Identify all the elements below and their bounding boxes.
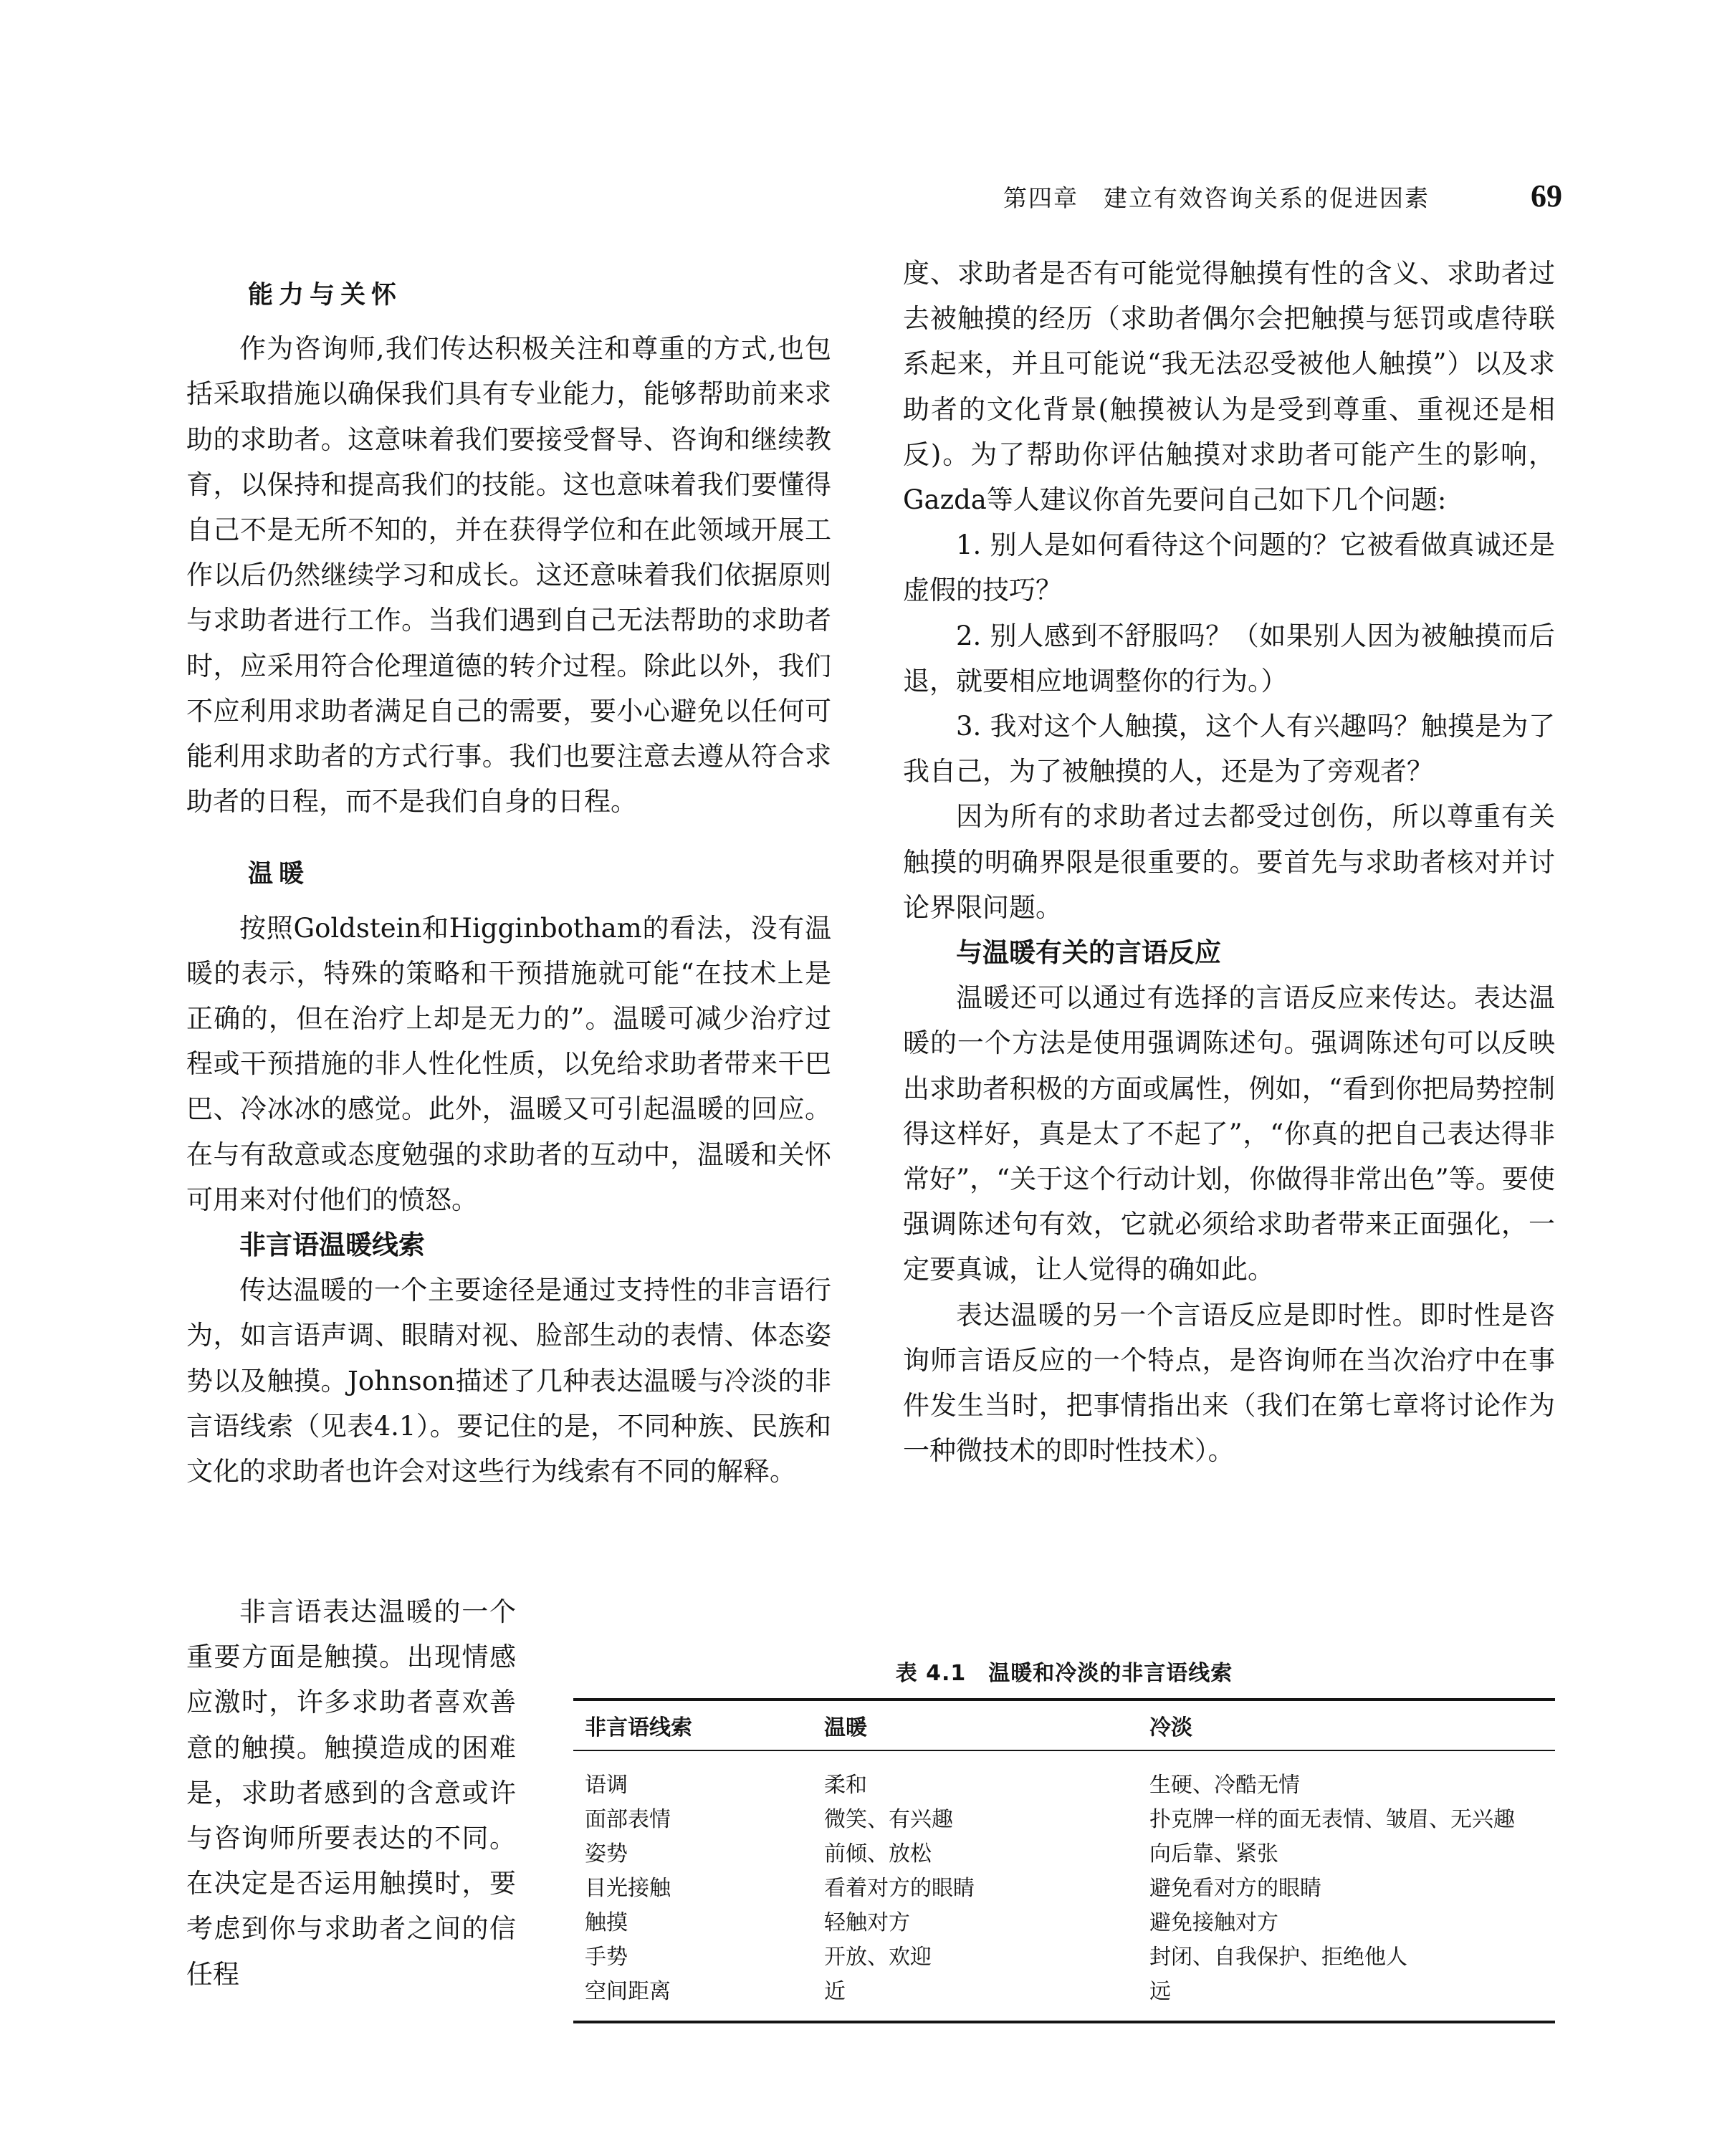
- table-cell: 向后靠、紧张: [1149, 1841, 1278, 1867]
- table-cell: 姿势: [585, 1841, 628, 1867]
- table-cell: 远: [1149, 1979, 1171, 2004]
- table-row: [573, 1872, 1555, 1906]
- trauma-paragraph: 因为所有的求助者过去都受过创伤，所以尊重有关触摸的明确界限是很重要的。要首先与求助者核对并讨论界限问题。: [903, 801, 1555, 923]
- table-row: [573, 1750, 1555, 1803]
- table-cell: 微笑、有兴趣: [824, 1807, 953, 1832]
- table-row: [573, 1837, 1555, 1872]
- table-cell: 封闭、自我保护、拒绝他人: [1149, 1945, 1407, 1970]
- table-cell: 扑克牌一样的面无表情、皱眉、无兴趣: [1149, 1807, 1515, 1832]
- table-row: [573, 1940, 1555, 1975]
- table-cell: 避免看对方的眼睛: [1149, 1876, 1321, 1901]
- table-cell: 面部表情: [585, 1807, 671, 1832]
- left-column: [186, 272, 831, 1494]
- touch-column: [186, 1589, 516, 1997]
- table-cell: 柔和: [824, 1773, 867, 1798]
- table-caption: 表 4.1 温暖和冷淡的非言语线索: [895, 1661, 1233, 1686]
- table-cell: 触摸: [585, 1910, 628, 1935]
- table-row: [573, 1906, 1555, 1940]
- table-cell: 手势: [585, 1945, 628, 1970]
- touch-paragraph: 非言语表达温暖的一个重要方面是触摸。出现情感应激时，许多求助者喜欢善意的触摸。触摸造成的困难是，求助者感到的含意或许与咨询师所要表达的不同。在决定是否运用触摸时，要考虑到你与求助者之间的信任程: [186, 1596, 516, 1990]
- nonverbal-paragraph: 传达温暖的一个主要途径是通过支持性的非言语行为，如言语声调、眼睛对视、脸部生动的表情、体态姿势以及触摸。Johnson描述了几种表达温暖与冷淡的非言语线索（见表4.1）。要记住的是，不同种族、民族和文化的求助者也许会对这些行为线索有不同的解释。: [186, 1275, 831, 1487]
- table-header-row: [573, 1700, 1555, 1750]
- subheading-nonverbal: 非言语温暖线索: [239, 1230, 425, 1261]
- table-row: [573, 1803, 1555, 1837]
- page-number: 69: [1531, 178, 1562, 214]
- table-header-cell: 冷淡: [1149, 1715, 1192, 1740]
- table-cell: 看着对方的眼睛: [824, 1876, 975, 1901]
- right-column: [903, 251, 1555, 1473]
- table-cell: 目光接触: [585, 1876, 671, 1901]
- table-cell: 开放、欢迎: [824, 1945, 932, 1970]
- running-head: [1003, 178, 1562, 214]
- chapter-title: 第四章 建立有效咨询关系的促进因素: [1003, 184, 1430, 212]
- question-2: 2. 别人感到不舒服吗？（如果别人因为被触摸而后退，就要相应地调整你的行为。）: [903, 620, 1555, 696]
- question-1: 1. 别人是如何看待这个问题的？它被看做真诚还是虚假的技巧？: [903, 530, 1555, 606]
- table-header-cell: 温暖: [824, 1715, 867, 1740]
- continued-paragraph: 度、求助者是否有可能觉得触摸有性的含义、求助者过去被触摸的经历（求助者偶尔会把触摸与惩罚或虐待联系起来，并且可能说“我无法忍受被他人触摸”）以及求助者的文化背景(触摸被认为是受到尊重、重视还是相反)。为了帮助你评估触摸对求助者可能产生的影响，Gazda等人建议你首先要问自己如下几个问题:: [903, 258, 1555, 516]
- nonverbal-cues-table: [573, 1655, 1555, 2023]
- table-cell: 近: [824, 1979, 846, 2004]
- subheading-verbal: 与温暖有关的言语反应: [956, 937, 1221, 969]
- table-cell: 轻触对方: [824, 1910, 910, 1935]
- question-3: 3. 我对这个人触摸，这个人有兴趣吗？触摸是为了我自己，为了被触摸的人，还是为了旁观者？: [903, 711, 1555, 787]
- section-heading-competence: 能力与关怀: [248, 280, 403, 310]
- table-cell: 生硬、冷酷无情: [1149, 1773, 1300, 1798]
- table-cell: 语调: [585, 1773, 628, 1798]
- section-heading-warmth: 温暖: [248, 859, 310, 889]
- warmth-paragraph: 按照Goldstein和Higginbotham的看法，没有温暖的表示，特殊的策略和干预措施就可能“在技术上是正确的，但在治疗上却是无力的”。温暖可减少治疗过程或干预措施的非人性化性质，以免给求助者带来干巴巴、冷冰冰的感觉。此外，温暖又可引起温暖的回应。在与有敌意或态度勉强的求助者的互动中，温暖和关怀可用来对付他们的愤怒。: [186, 912, 831, 1215]
- table-header-cell: 非言语线索: [585, 1715, 692, 1740]
- competence-paragraph: 作为咨询师,我们传达积极关注和尊重的方式,也包括采取措施以确保我们具有专业能力，能够帮助前来求助的求助者。这意味着我们要接受督导、咨询和继续教育，以保持和提高我们的技能。这也意味着我们要懂得自己不是无所不知的，并在获得学位和在此领域开展工作以后仍然继续学习和成长。这还意味着我们依据原则与求助者进行工作。当我们遇到自己无法帮助的求助者时，应采用符合伦理道德的转介过程。除此以外，我们不应利用求助者满足自己的需要，要小心避免以任何可能利用求助者的方式行事。我们也要注意去遵从符合求助者的日程，而不是我们自身的日程。: [186, 333, 831, 818]
- verbal-paragraph: 温暖还可以通过有选择的言语反应来传达。表达温暖的一个方法是使用强调陈述句。强调陈述句可以反映出求助者积极的方面或属性，例如，“看到你把局势控制得这样好，真是太了不起了”，“你真的把自己表达得非常好”，“关于这个行动计划，你做得非常出色”等。要使强调陈述句有效，它就必须给求助者带来正面强化，一定要真诚，让人觉得的确如此。: [903, 982, 1555, 1285]
- table-row: [573, 1975, 1555, 2022]
- immediacy-paragraph: 表达温暖的另一个言语反应是即时性。即时性是咨询师言语反应的一个特点，是咨询师在当次治疗中在事件发生当时，把事情指出来（我们在第七章将讨论作为一种微技术的即时性技术）。: [903, 1299, 1555, 1467]
- table-cell: 前倾、放松: [824, 1841, 932, 1867]
- table-cell: 避免接触对方: [1149, 1910, 1278, 1935]
- table: [573, 1698, 1555, 2023]
- table-cell: 空间距离: [585, 1979, 671, 2004]
